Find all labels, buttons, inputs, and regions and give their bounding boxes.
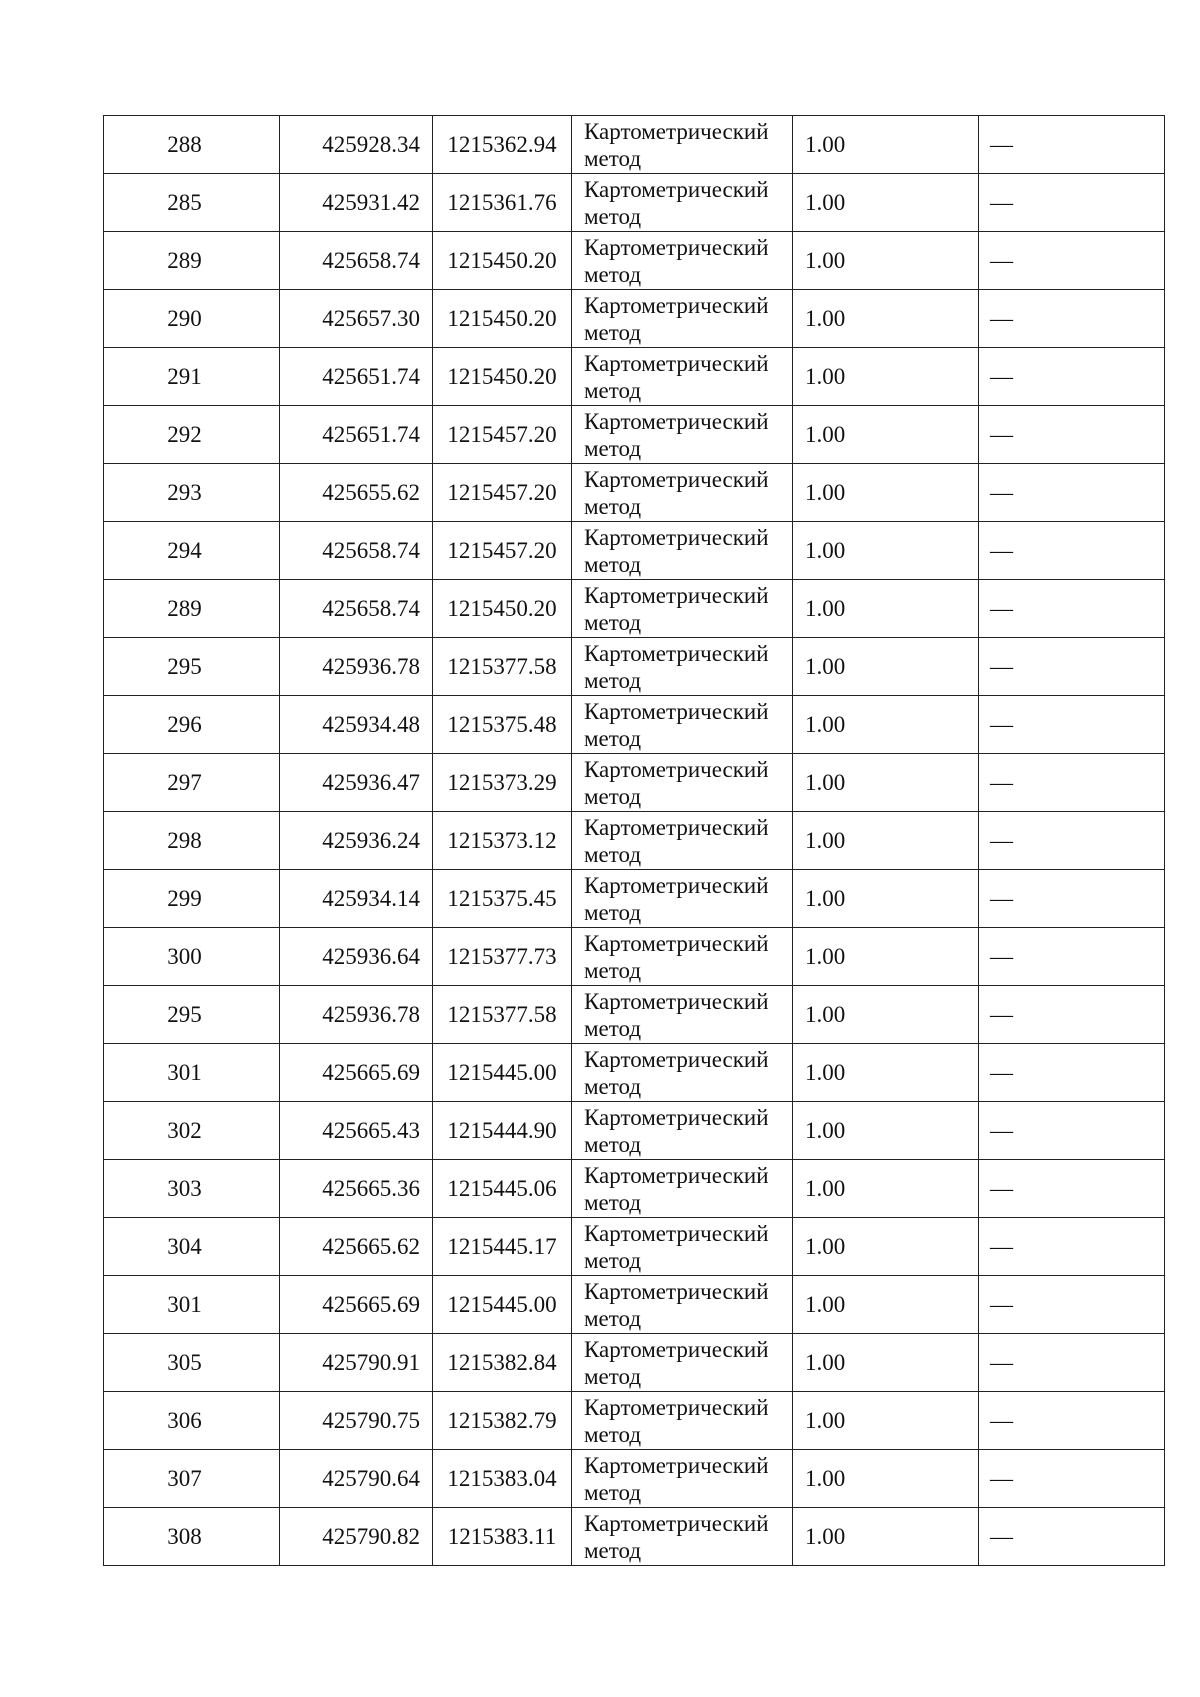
method-line-2: метод: [584, 899, 642, 925]
x-coordinate-cell: 425658.74: [280, 232, 433, 290]
x-coordinate-cell: 425936.47: [280, 754, 433, 812]
table-row: [104, 580, 1165, 638]
accuracy-cell: 1.00: [793, 348, 979, 406]
method-cell: [572, 1044, 793, 1102]
x-coordinate-cell: 425665.62: [280, 1218, 433, 1276]
table-row: [104, 290, 1165, 348]
method-line-2: метод: [584, 1189, 642, 1215]
point-number-cell: 295: [104, 638, 280, 696]
table-row: [104, 1102, 1165, 1160]
description-cell: —: [979, 986, 1165, 1044]
description-cell: —: [979, 406, 1165, 464]
accuracy-cell: 1.00: [793, 928, 979, 986]
method-line-1: Картометрический: [584, 1220, 769, 1246]
description-cell: —: [979, 1508, 1165, 1566]
accuracy-cell: 1.00: [793, 696, 979, 754]
method-line-1: Картометрический: [584, 988, 769, 1014]
table-row: [104, 696, 1165, 754]
method-cell: [572, 928, 793, 986]
method-line-1: Картометрический: [584, 408, 769, 434]
table-row: [104, 1218, 1165, 1276]
point-number-cell: 307: [104, 1450, 280, 1508]
table-row: [104, 1450, 1165, 1508]
point-number-cell: 301: [104, 1276, 280, 1334]
method-line-2: метод: [584, 1015, 642, 1041]
y-coordinate-cell: 1215445.00: [433, 1276, 572, 1334]
method-line-1: Картометрический: [584, 350, 769, 376]
y-coordinate-cell: 1215457.20: [433, 522, 572, 580]
x-coordinate-cell: 425665.69: [280, 1276, 433, 1334]
method-line-2: метод: [584, 493, 642, 519]
accuracy-cell: 1.00: [793, 1276, 979, 1334]
accuracy-cell: 1.00: [793, 638, 979, 696]
description-cell: —: [979, 1392, 1165, 1450]
point-number-cell: 305: [104, 1334, 280, 1392]
point-number-cell: 308: [104, 1508, 280, 1566]
method-line-1: Картометрический: [584, 118, 769, 144]
point-number-cell: 300: [104, 928, 280, 986]
method-line-1: Картометрический: [584, 1336, 769, 1362]
method-line-2: метод: [584, 783, 642, 809]
table-row: [104, 174, 1165, 232]
description-cell: —: [979, 290, 1165, 348]
method-line-1: Картометрический: [584, 1452, 769, 1478]
point-number-cell: 301: [104, 1044, 280, 1102]
method-cell: [572, 522, 793, 580]
description-cell: —: [979, 812, 1165, 870]
method-cell: [572, 1218, 793, 1276]
method-cell: [572, 232, 793, 290]
method-line-2: метод: [584, 319, 642, 345]
x-coordinate-cell: 425665.69: [280, 1044, 433, 1102]
point-number-cell: 291: [104, 348, 280, 406]
y-coordinate-cell: 1215450.20: [433, 290, 572, 348]
x-coordinate-cell: 425655.62: [280, 464, 433, 522]
x-coordinate-cell: 425936.64: [280, 928, 433, 986]
x-coordinate-cell: 425651.74: [280, 348, 433, 406]
y-coordinate-cell: 1215382.84: [433, 1334, 572, 1392]
description-cell: —: [979, 638, 1165, 696]
accuracy-cell: 1.00: [793, 1450, 979, 1508]
x-coordinate-cell: 425934.14: [280, 870, 433, 928]
method-line-2: метод: [584, 667, 642, 693]
y-coordinate-cell: 1215375.45: [433, 870, 572, 928]
description-cell: —: [979, 464, 1165, 522]
description-cell: —: [979, 348, 1165, 406]
y-coordinate-cell: 1215457.20: [433, 406, 572, 464]
accuracy-cell: 1.00: [793, 174, 979, 232]
method-line-1: Картометрический: [584, 1278, 769, 1304]
x-coordinate-cell: 425790.82: [280, 1508, 433, 1566]
method-cell: [572, 174, 793, 232]
y-coordinate-cell: 1215377.73: [433, 928, 572, 986]
accuracy-cell: 1.00: [793, 1218, 979, 1276]
table-row: [104, 870, 1165, 928]
x-coordinate-cell: 425790.64: [280, 1450, 433, 1508]
point-number-cell: 290: [104, 290, 280, 348]
method-cell: [572, 1102, 793, 1160]
method-cell: [572, 1334, 793, 1392]
y-coordinate-cell: 1215444.90: [433, 1102, 572, 1160]
description-cell: —: [979, 232, 1165, 290]
accuracy-cell: 1.00: [793, 1044, 979, 1102]
method-line-2: метод: [584, 1421, 642, 1447]
x-coordinate-cell: 425658.74: [280, 580, 433, 638]
method-cell: [572, 406, 793, 464]
description-cell: —: [979, 928, 1165, 986]
y-coordinate-cell: 1215362.94: [433, 116, 572, 174]
method-line-1: Картометрический: [584, 756, 769, 782]
point-number-cell: 293: [104, 464, 280, 522]
y-coordinate-cell: 1215377.58: [433, 638, 572, 696]
y-coordinate-cell: 1215383.04: [433, 1450, 572, 1508]
description-cell: —: [979, 580, 1165, 638]
method-line-1: Картометрический: [584, 814, 769, 840]
method-line-2: метод: [584, 377, 642, 403]
description-cell: —: [979, 1450, 1165, 1508]
table-row: [104, 812, 1165, 870]
table-row: [104, 986, 1165, 1044]
y-coordinate-cell: 1215445.06: [433, 1160, 572, 1218]
description-cell: —: [979, 754, 1165, 812]
method-cell: [572, 116, 793, 174]
method-line-2: метод: [584, 551, 642, 577]
x-coordinate-cell: 425665.36: [280, 1160, 433, 1218]
method-line-1: Картометрический: [584, 524, 769, 550]
point-number-cell: 296: [104, 696, 280, 754]
method-cell: [572, 464, 793, 522]
point-number-cell: 298: [104, 812, 280, 870]
description-cell: —: [979, 1044, 1165, 1102]
method-line-2: метод: [584, 1363, 642, 1389]
method-line-1: Картометрический: [584, 234, 769, 260]
table-row: [104, 1276, 1165, 1334]
coordinates-table: [103, 115, 1165, 1566]
point-number-cell: 288: [104, 116, 280, 174]
table-row: [104, 1044, 1165, 1102]
y-coordinate-cell: 1215377.58: [433, 986, 572, 1044]
point-number-cell: 302: [104, 1102, 280, 1160]
method-cell: [572, 1508, 793, 1566]
x-coordinate-cell: 425936.78: [280, 638, 433, 696]
table-row: [104, 1334, 1165, 1392]
method-line-2: метод: [584, 1073, 642, 1099]
accuracy-cell: 1.00: [793, 1392, 979, 1450]
method-line-2: метод: [584, 957, 642, 983]
description-cell: —: [979, 870, 1165, 928]
method-line-2: метод: [584, 1305, 642, 1331]
point-number-cell: 292: [104, 406, 280, 464]
table-row: [104, 1508, 1165, 1566]
x-coordinate-cell: 425928.34: [280, 116, 433, 174]
accuracy-cell: 1.00: [793, 986, 979, 1044]
point-number-cell: 299: [104, 870, 280, 928]
point-number-cell: 289: [104, 580, 280, 638]
point-number-cell: 294: [104, 522, 280, 580]
method-cell: [572, 290, 793, 348]
method-line-1: Картометрический: [584, 1046, 769, 1072]
y-coordinate-cell: 1215383.11: [433, 1508, 572, 1566]
x-coordinate-cell: 425936.24: [280, 812, 433, 870]
method-line-1: Картометрический: [584, 1510, 769, 1536]
method-line-2: метод: [584, 203, 642, 229]
y-coordinate-cell: 1215382.79: [433, 1392, 572, 1450]
x-coordinate-cell: 425665.43: [280, 1102, 433, 1160]
y-coordinate-cell: 1215445.00: [433, 1044, 572, 1102]
method-line-1: Картометрический: [584, 640, 769, 666]
method-cell: [572, 1450, 793, 1508]
method-cell: [572, 870, 793, 928]
description-cell: —: [979, 1102, 1165, 1160]
method-line-1: Картометрический: [584, 872, 769, 898]
table-row: [104, 464, 1165, 522]
method-line-2: метод: [584, 1479, 642, 1505]
table-row: [104, 348, 1165, 406]
method-cell: [572, 580, 793, 638]
y-coordinate-cell: 1215361.76: [433, 174, 572, 232]
method-line-2: метод: [584, 609, 642, 635]
method-line-2: метод: [584, 261, 642, 287]
table-row: [104, 1392, 1165, 1450]
method-line-2: метод: [584, 435, 642, 461]
method-cell: [572, 812, 793, 870]
point-number-cell: 295: [104, 986, 280, 1044]
y-coordinate-cell: 1215450.20: [433, 580, 572, 638]
method-line-2: метод: [584, 145, 642, 171]
description-cell: —: [979, 1276, 1165, 1334]
table-body: [104, 116, 1165, 1566]
point-number-cell: 304: [104, 1218, 280, 1276]
x-coordinate-cell: 425931.42: [280, 174, 433, 232]
description-cell: —: [979, 174, 1165, 232]
table-row: [104, 754, 1165, 812]
y-coordinate-cell: 1215457.20: [433, 464, 572, 522]
x-coordinate-cell: 425651.74: [280, 406, 433, 464]
method-line-1: Картометрический: [584, 1104, 769, 1130]
description-cell: —: [979, 1334, 1165, 1392]
method-cell: [572, 1160, 793, 1218]
point-number-cell: 285: [104, 174, 280, 232]
method-cell: [572, 754, 793, 812]
x-coordinate-cell: 425790.75: [280, 1392, 433, 1450]
accuracy-cell: 1.00: [793, 406, 979, 464]
method-line-1: Картометрический: [584, 930, 769, 956]
accuracy-cell: 1.00: [793, 1508, 979, 1566]
y-coordinate-cell: 1215373.29: [433, 754, 572, 812]
point-number-cell: 297: [104, 754, 280, 812]
accuracy-cell: 1.00: [793, 522, 979, 580]
accuracy-cell: 1.00: [793, 580, 979, 638]
point-number-cell: 289: [104, 232, 280, 290]
table-row: [104, 116, 1165, 174]
y-coordinate-cell: 1215450.20: [433, 348, 572, 406]
table-row: [104, 406, 1165, 464]
accuracy-cell: 1.00: [793, 754, 979, 812]
method-line-1: Картометрический: [584, 176, 769, 202]
y-coordinate-cell: 1215375.48: [433, 696, 572, 754]
method-line-1: Картометрический: [584, 466, 769, 492]
x-coordinate-cell: 425657.30: [280, 290, 433, 348]
method-line-2: метод: [584, 1131, 642, 1157]
description-cell: —: [979, 1160, 1165, 1218]
method-line-2: метод: [584, 725, 642, 751]
method-cell: [572, 348, 793, 406]
description-cell: —: [979, 1218, 1165, 1276]
description-cell: —: [979, 522, 1165, 580]
accuracy-cell: 1.00: [793, 812, 979, 870]
accuracy-cell: 1.00: [793, 870, 979, 928]
description-cell: —: [979, 696, 1165, 754]
method-line-1: Картометрический: [584, 582, 769, 608]
accuracy-cell: 1.00: [793, 1102, 979, 1160]
x-coordinate-cell: 425658.74: [280, 522, 433, 580]
accuracy-cell: 1.00: [793, 290, 979, 348]
method-line-2: метод: [584, 1247, 642, 1273]
accuracy-cell: 1.00: [793, 232, 979, 290]
method-line-2: метод: [584, 841, 642, 867]
method-line-1: Картометрический: [584, 292, 769, 318]
description-cell: —: [979, 116, 1165, 174]
point-number-cell: 306: [104, 1392, 280, 1450]
x-coordinate-cell: 425934.48: [280, 696, 433, 754]
y-coordinate-cell: 1215450.20: [433, 232, 572, 290]
table-row: [104, 522, 1165, 580]
y-coordinate-cell: 1215373.12: [433, 812, 572, 870]
table-row: [104, 232, 1165, 290]
table-row: [104, 1160, 1165, 1218]
point-number-cell: 303: [104, 1160, 280, 1218]
method-cell: [572, 1392, 793, 1450]
x-coordinate-cell: 425936.78: [280, 986, 433, 1044]
y-coordinate-cell: 1215445.17: [433, 1218, 572, 1276]
method-cell: [572, 696, 793, 754]
method-line-1: Картометрический: [584, 1162, 769, 1188]
method-cell: [572, 1276, 793, 1334]
method-line-1: Картометрический: [584, 698, 769, 724]
x-coordinate-cell: 425790.91: [280, 1334, 433, 1392]
accuracy-cell: 1.00: [793, 1334, 979, 1392]
method-cell: [572, 986, 793, 1044]
table-row: [104, 638, 1165, 696]
method-line-1: Картометрический: [584, 1394, 769, 1420]
accuracy-cell: 1.00: [793, 464, 979, 522]
table-row: [104, 928, 1165, 986]
accuracy-cell: 1.00: [793, 116, 979, 174]
method-cell: [572, 638, 793, 696]
accuracy-cell: 1.00: [793, 1160, 979, 1218]
method-line-2: метод: [584, 1537, 642, 1563]
